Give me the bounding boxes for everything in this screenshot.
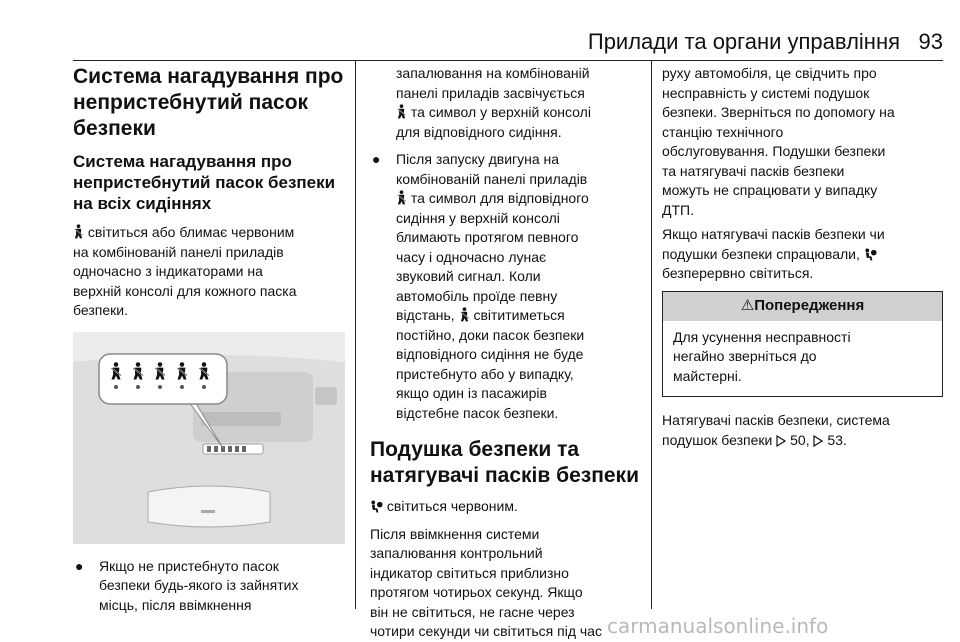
- warning-header: ⚠Попередження: [663, 292, 942, 321]
- column-divider-2: [651, 61, 652, 609]
- airbag-icon: [370, 500, 383, 513]
- seatbelt-icon: [73, 224, 84, 239]
- paragraph-cross-reference: Натягувачі пасків безпеки, система подушок безпеки 50, 53.: [662, 412, 890, 448]
- airbag-indicator-line: світиться червоним.: [370, 497, 642, 517]
- heading-seatbelt-reminder: Система нагадування про непристебнутий пасок безпеки: [73, 65, 344, 140]
- seatbelt-icon: [459, 307, 470, 322]
- paragraph-seatbelt-indicator: світиться або блимає червоним на комбінованій панелі приладів одночасно з індикаторами на верхній консолі для кожного паска безпеки.: [73, 224, 297, 318]
- column-3: [662, 64, 943, 450]
- page-reference-link[interactable]: 50,: [790, 431, 810, 448]
- bullet-unbuckled-continued: запалювання на комбінованій панелі приладів засвічується та символ у верхній консолі для відповідного сидіння.: [396, 65, 591, 140]
- seatbelt-icon: [396, 190, 407, 205]
- header-rule: [73, 60, 943, 61]
- column-2: [370, 64, 642, 642]
- page-reference-icon: [813, 435, 823, 447]
- bullet-engine-start: ● Після запуску двигуна на комбінованій панелі приладів та символ для відповідного сидіння у верхній консолі блимають протягом певного часу і одночасно лунає звуковий сигнал. Коли автомобіль проїде певну відстань, світитиметься постійно, доки пасок безпеки відповідного сидіння не буде пристебнуто або у випадку, якщо один із пасажирів відстебне пасок безпеки.: [372, 151, 589, 421]
- column-divider-1: [355, 61, 356, 609]
- airbag-icon: [864, 248, 877, 261]
- page-reference-icon: [776, 435, 786, 447]
- paragraph-airbag-deployed: Якщо натягувачі пасків безпеки чи подушки безпеки спрацювали, безперервно світиться.: [662, 226, 885, 281]
- subheading-all-seats: Система нагадування про непристебнутий пасок безпеки на всіх сидіннях: [73, 152, 336, 213]
- page-reference-link[interactable]: 53.: [827, 431, 847, 448]
- heading-airbag-pretensioners: Подушка безпеки та натягувачі пасків безпеки: [370, 438, 639, 487]
- page-number: 93: [918, 29, 943, 54]
- section-title: Прилади та органи управління: [587, 29, 900, 54]
- warning-body: Для усунення несправності негайно зверніться до майстерні.: [673, 328, 851, 384]
- seatbelt-icon: [396, 104, 407, 119]
- watermark: carmanualsonline.info: [607, 614, 829, 638]
- warning-box: [662, 291, 943, 398]
- column-1: [73, 64, 345, 615]
- paragraph-airbag-check: Після ввімкнення системи запалювання контрольний індикатор світиться приблизно протягом чотирьох секунд. Якщо він не світиться, не гасне через чотири секунди чи світиться під час: [370, 525, 602, 639]
- paragraph-airbag-fault: руху автомобіля, це свідчить про несправність у системі подушок безпеки. Зверніться по допомогу на станцію технічного обслуговування. Подушки безпеки та натягувачі пасків безпеки можуть не спрацювати у випадку ДТП.: [662, 65, 895, 218]
- warning-triangle-icon: ⚠: [740, 296, 755, 314]
- overhead-console-illustration: [73, 332, 345, 544]
- bullet-unbuckled: ● Якщо не пристебнуто пасок безпеки будь-якого із зайнятих місць, після ввімкнення: [75, 557, 299, 613]
